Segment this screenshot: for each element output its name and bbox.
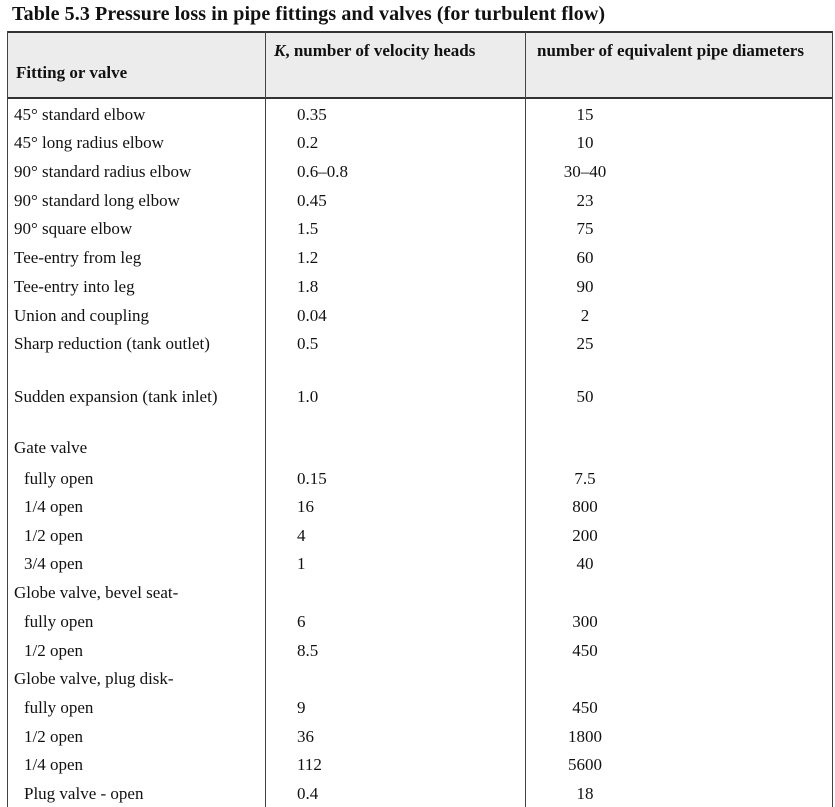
cell-k-value: 1.5 [297, 219, 319, 238]
cell-k-value: 8.5 [297, 641, 319, 660]
cell-fitting: fully open [24, 469, 94, 488]
cell-fitting: Tee-entry from leg [14, 248, 142, 267]
cell-fitting: Gate valve [14, 438, 88, 457]
cell-diameters: 300 [572, 612, 598, 631]
column-divider-2 [525, 31, 526, 807]
cell-fitting: Globe valve, bevel seat- [14, 583, 179, 602]
header-k-text: , number of velocity heads [285, 41, 476, 60]
cell-diameters: 60 [576, 248, 594, 267]
cell-fitting: 1/2 open [24, 641, 84, 660]
cell-k-value: 4 [297, 526, 306, 545]
cell-k-value: 112 [297, 755, 322, 774]
cell-diameters: 7.5 [574, 469, 596, 488]
cell-diameters: 18 [576, 784, 594, 803]
cell-k-value: 0.45 [297, 191, 327, 210]
cell-diameters: 50 [576, 387, 594, 406]
cell-fitting: 3/4 open [24, 554, 84, 573]
cell-diameters: 450 [572, 698, 598, 717]
cell-diameters: 200 [572, 526, 598, 545]
cell-k-value: 0.6–0.8 [297, 162, 348, 181]
cell-fitting: Sudden expansion (tank inlet) [14, 387, 218, 406]
cell-k-value: 36 [297, 727, 314, 746]
cell-diameters: 15 [576, 105, 594, 124]
cell-fitting: 45° long radius elbow [14, 133, 164, 152]
cell-k-value: 0.2 [297, 133, 319, 152]
cell-fitting: 90° standard long elbow [14, 191, 180, 210]
cell-fitting: Union and coupling [14, 306, 150, 325]
cell-diameters: 2 [580, 306, 590, 325]
cell-k-value: 16 [297, 497, 314, 516]
cell-k-value: 1 [297, 554, 306, 573]
cell-fitting: 90° standard radius elbow [14, 162, 192, 181]
cell-k-value: 6 [297, 612, 306, 631]
cell-diameters: 90 [576, 277, 594, 296]
cell-k-value: 1.2 [297, 248, 319, 267]
cell-fitting: 90° square elbow [14, 219, 133, 238]
cell-fitting: Globe valve, plug disk- [14, 669, 174, 688]
cell-diameters: 10 [576, 133, 594, 152]
cell-fitting: Sharp reduction (tank outlet) [14, 334, 210, 353]
column-border-right [832, 31, 833, 807]
cell-fitting: fully open [24, 612, 94, 631]
cell-k-value: 9 [297, 698, 306, 717]
cell-fitting: 45° standard elbow [14, 105, 146, 124]
cell-diameters: 1800 [568, 727, 602, 746]
cell-k-value: 1.0 [297, 387, 319, 406]
cell-fitting: 1/4 open [24, 497, 84, 516]
header-k-symbol: K [274, 41, 286, 60]
cell-k-value: 0.35 [297, 105, 327, 124]
cell-diameters: 40 [576, 554, 594, 573]
cell-diameters: 450 [572, 641, 598, 660]
header-diameters: number of equivalent pipe diameters [537, 41, 804, 60]
cell-diameters: 800 [572, 497, 598, 516]
cell-fitting: Tee-entry into leg [14, 277, 135, 296]
cell-fitting: fully open [24, 698, 94, 717]
cell-fitting: 1/2 open [24, 727, 84, 746]
header-fitting: Fitting or valve [16, 63, 128, 82]
cell-diameters: 23 [576, 191, 594, 210]
cell-k-value: 0.04 [297, 306, 327, 325]
cell-diameters: 25 [576, 334, 594, 353]
cell-k-value: 0.15 [297, 469, 327, 488]
column-divider-1 [265, 31, 266, 807]
header-k [274, 40, 514, 62]
cell-fitting: 1/4 open [24, 755, 84, 774]
cell-diameters: 5600 [568, 755, 602, 774]
table-title: Table 5.3 Pressure loss in pipe fittings and valves (for turbulent flow) [12, 3, 606, 25]
cell-fitting: Plug valve - open [24, 784, 144, 803]
cell-k-value: 0.5 [297, 334, 319, 353]
cell-diameters: 30–40 [563, 162, 607, 181]
cell-k-value: 0.4 [297, 784, 319, 803]
cell-fitting: 1/2 open [24, 526, 84, 545]
cell-k-value: 1.8 [297, 277, 319, 296]
cell-diameters: 75 [576, 219, 594, 238]
column-border-left [7, 31, 8, 807]
